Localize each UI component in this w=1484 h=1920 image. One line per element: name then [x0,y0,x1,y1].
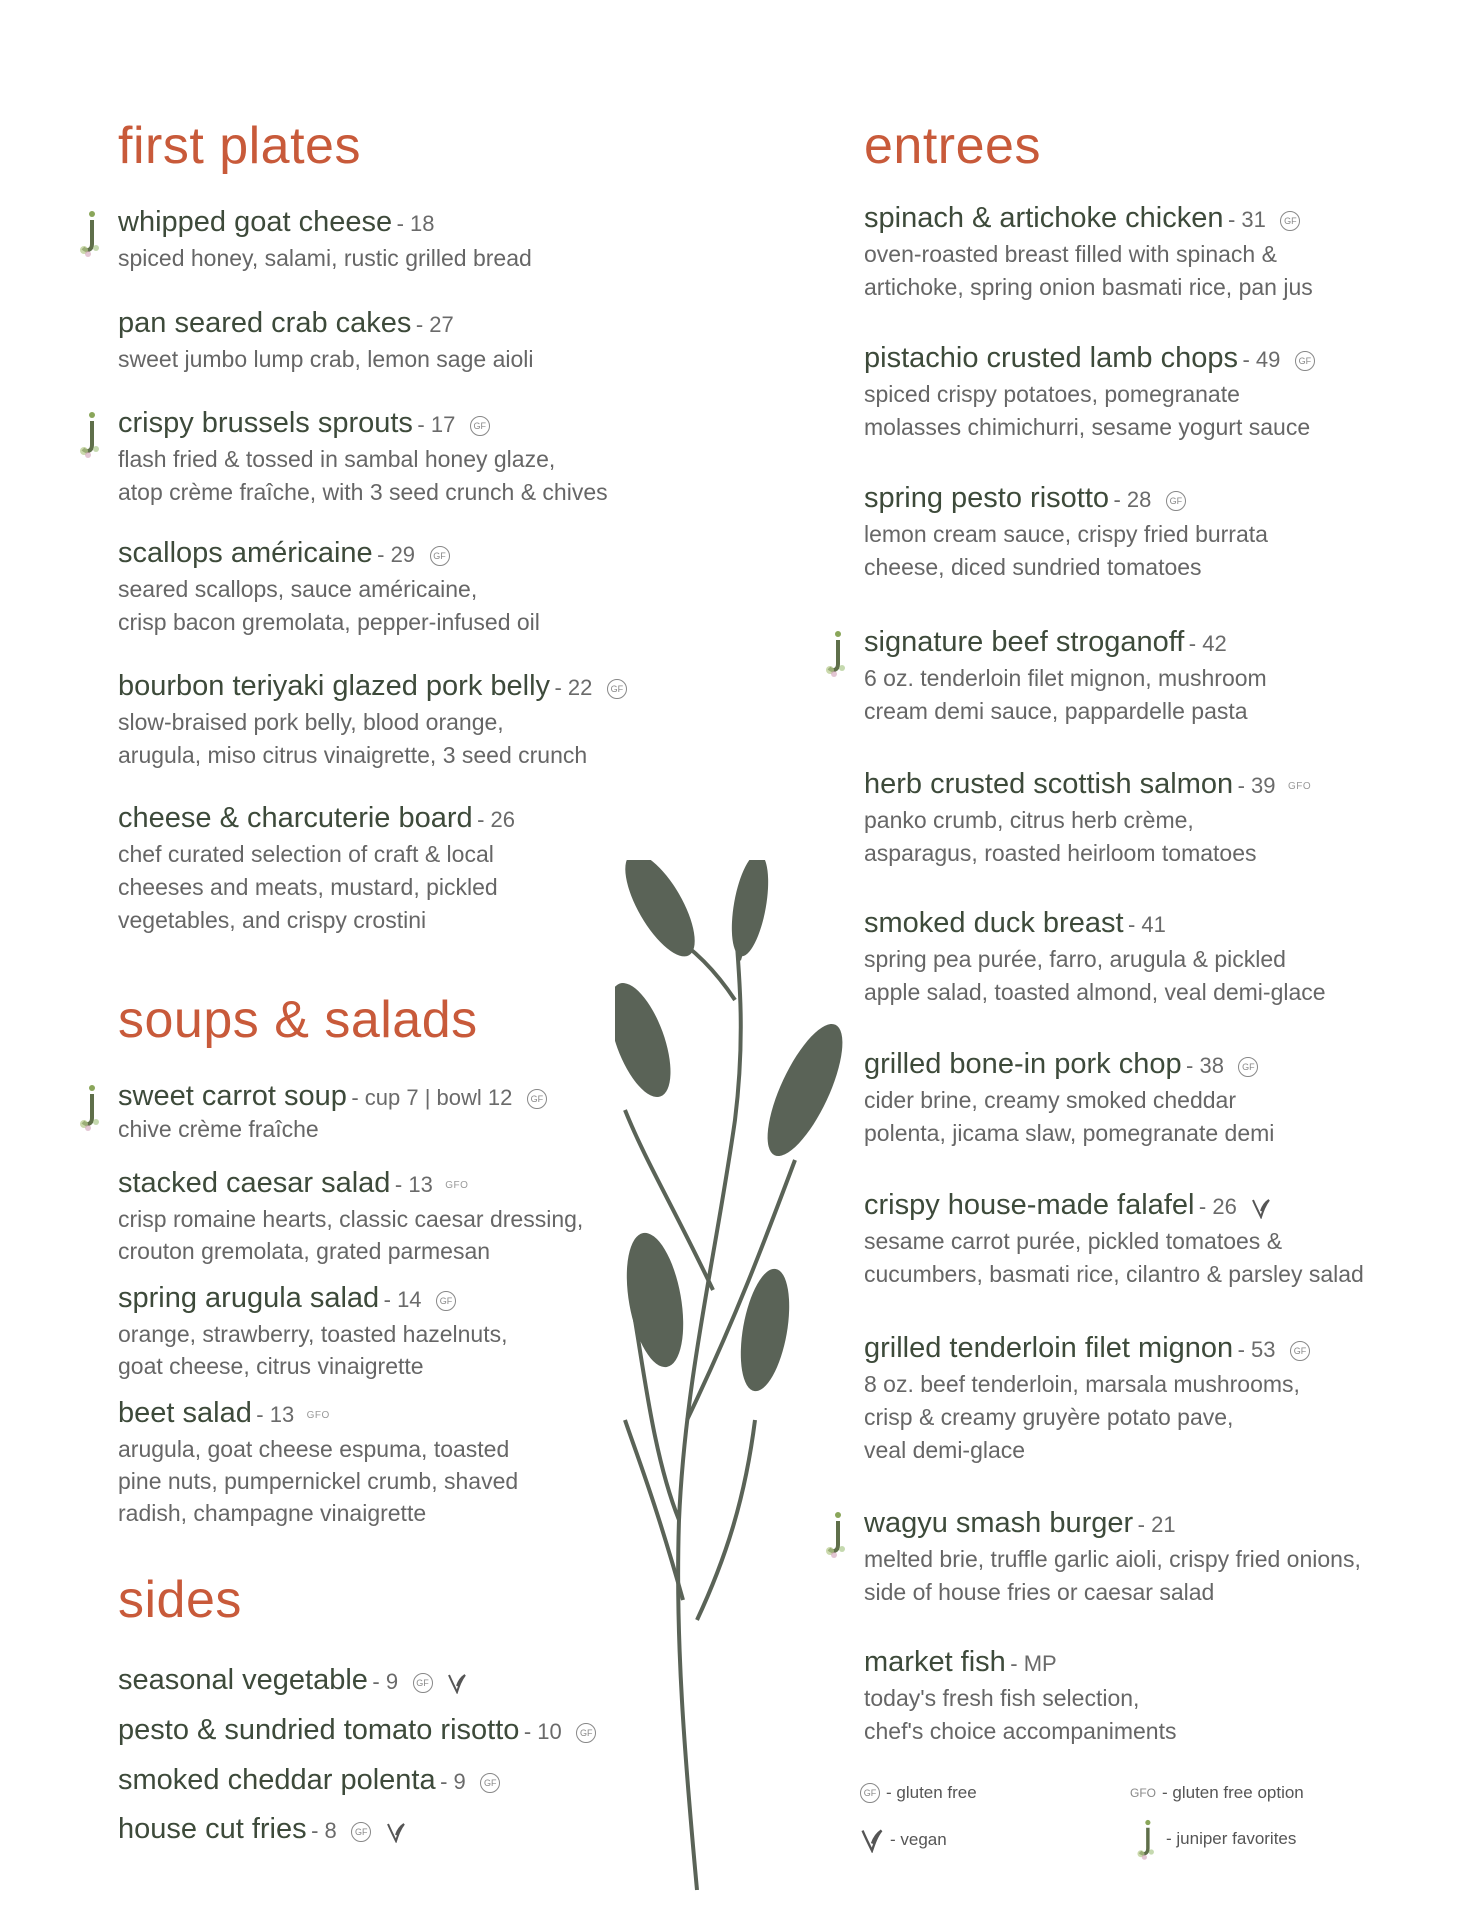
legend-gluten-free-option: GFO - gluten free option [1130,1783,1304,1802]
gluten-free-icon: GF [351,1822,371,1842]
vegan-icon [447,1672,467,1694]
entree-falafel: crispy house-made falafel - 26 sesame carrot purée, pickled tomatoes & cucumbers, basmati rice, cilantro & parsley salad [864,1189,1364,1287]
menu-item-beet-salad: beet salad - 13 GFO arugula, goat cheese espuma, toasted pine nuts, pumpernickel crumb, shaved radish, champagne vinaigrette [118,1397,519,1526]
legend-gluten-free: GF - gluten free [860,1783,977,1803]
juniper-favorite-icon [822,1509,852,1559]
gluten-free-option-icon: GFO [1287,781,1312,793]
menu-item-brussels-sprouts: crispy brussels sprouts - 17 GF flash fried & tossed in sambal honey glaze, atop crème fraîche, with 3 seed crunch & chives [118,405,608,509]
gluten-free-icon: GF [470,416,490,436]
entree-duck-breast: smoked duck breast - 41 spring pea purée, farro, arugula & pickled apple salad, toasted almond, veal demi-glace [864,907,1326,1005]
gluten-free-icon: GF [480,1773,500,1793]
vegan-icon [860,1827,884,1853]
entree-pork-chop: grilled bone-in pork chop - 38 GF cider brine, creamy smoked cheddar polenta, jicama slaw, pomegranate demi [864,1048,1275,1146]
gluten-free-icon: GF [576,1723,596,1743]
entree-scottish-salmon: herb crusted scottish salmon - 39 GFO panko crumb, citrus herb crème, asparagus, roasted heirloom tomatoes [864,768,1312,866]
entree-market-fish: market fish - MP today's fresh fish selection, chef's choice accompaniments [864,1646,1177,1744]
juniper-favorite-icon [1134,1817,1160,1861]
gluten-free-icon: GF [413,1673,433,1693]
menu-item-charcuterie: cheese & charcuterie board - 26 chef curated selection of craft & local cheeses and meats, mustard, pickled vegetables, and crispy crostini [118,802,516,933]
legend-juniper-favorites: - juniper favorites [1134,1817,1296,1861]
menu-item-crab-cakes: pan seared crab cakes - 27 sweet jumbo lump crab, lemon sage aioli [118,307,534,372]
juniper-favorite-icon [76,1082,106,1132]
gluten-free-icon: GF [430,546,450,566]
gluten-free-icon: GF [1238,1057,1258,1077]
first-plates-title: first plates [118,117,361,175]
gluten-free-option-icon: GFO [445,1180,469,1192]
soups-salads-title: soups & salads [118,991,478,1049]
side-seasonal-vegetable: seasonal vegetable - 9 GF [118,1662,467,1700]
vegan-icon [386,1821,406,1843]
juniper-favorite-icon [822,628,852,678]
entree-lamb-chops: pistachio crusted lamb chops - 49 GF spiced crispy potatoes, pomegranate molasses chimichurri, sesame yogurt sauce [864,340,1315,444]
gluten-free-icon: GF [1166,491,1186,511]
entree-spinach-artichoke-chicken: spinach & artichoke chicken - 31 GF oven-roasted breast filled with spinach & artichoke, spring onion basmati rice, pan jus [864,202,1313,300]
side-house-fries: house cut fries - 8 GF [118,1811,406,1849]
gluten-free-icon: GF [607,679,627,699]
menu-item-caesar-salad: stacked caesar salad - 13 GFO crisp romaine hearts, classic caesar dressing, crouton gremolata, grated parmesan [118,1167,584,1264]
entrees-title: entrees [864,117,1041,175]
entree-filet-mignon: grilled tenderloin filet mignon - 53 GF 8 oz. beef tenderloin, marsala mushrooms, crisp & creamy gruyère potato pave, veal demi-glace [864,1330,1310,1467]
juniper-favorite-icon [76,208,106,258]
menu-item-arugula-salad: spring arugula salad - 14 GF orange, strawberry, toasted hazelnuts, goat cheese, citrus vinaigrette [118,1282,508,1379]
gluten-free-option-icon: GFO [306,1410,330,1422]
gluten-free-icon: GF [1290,1341,1310,1361]
menu-item-pork-belly: bourbon teriyaki glazed pork belly - 22 GF slow-braised pork belly, blood orange, arugula, miso citrus vinaigrette, 3 seed crunch [118,668,627,772]
menu-item-scallops: scallops américaine - 29 GF seared scallops, sauce américaine, crisp bacon gremolata, pepper-infused oil [118,537,540,635]
gluten-free-icon: GF [1280,211,1300,231]
juniper-favorite-icon [76,409,106,459]
gluten-free-icon: GF [436,1291,456,1311]
menu-item-whipped-goat-cheese: whipped goat cheese - 18 spiced honey, salami, rustic grilled bread [118,204,532,275]
gluten-free-icon: GF [860,1783,880,1803]
side-cheddar-polenta: smoked cheddar polenta - 9 GF [118,1762,500,1800]
vegan-icon [1251,1197,1271,1219]
sides-title: sides [118,1571,242,1629]
gluten-free-option-icon: GFO [1130,1786,1156,1800]
leaf-stem-illustration [615,860,855,1900]
entree-beef-stroganoff: signature beef stroganoff - 42 6 oz. tenderloin filet mignon, mushroom cream demi sauce, pappardelle pasta [864,624,1267,728]
entree-wagyu-burger: wagyu smash burger - 21 melted brie, truffle garlic aioli, crispy fried onions, side of house fries or caesar salad [864,1505,1361,1609]
menu-item-carrot-soup: sweet carrot soup - cup 7 | bowl 12 GF chive crème fraîche [118,1078,678,1142]
entree-pesto-risotto: spring pesto risotto - 28 GF lemon cream sauce, crispy fried burrata cheese, diced sundried tomatoes [864,482,1268,580]
legend-vegan: - vegan [860,1827,947,1853]
side-pesto-risotto: pesto & sundried tomato risotto - 10 GF [118,1712,596,1750]
gluten-free-icon: GF [1295,351,1315,371]
gluten-free-icon: GF [527,1089,547,1109]
